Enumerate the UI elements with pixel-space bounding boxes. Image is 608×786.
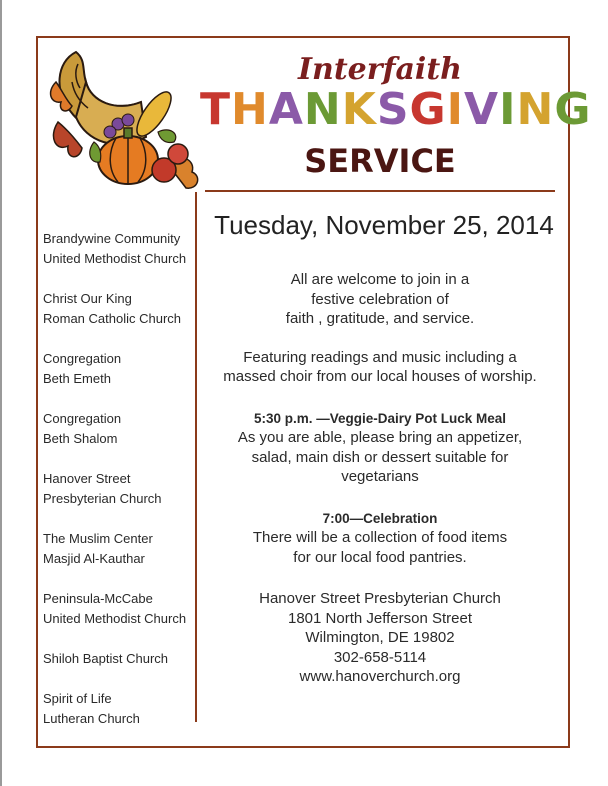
- congregation-list: [43, 229, 193, 749]
- contact-phone: 302-658-5114: [333, 648, 427, 666]
- celebration-line: for our local food pantries.: [293, 548, 467, 566]
- welcome-line: festive celebration of: [311, 290, 449, 308]
- congregation-item: [43, 229, 193, 269]
- congregation-item: [43, 529, 193, 569]
- title-letter: A: [268, 84, 304, 135]
- congregation-name-line2: Lutheran Church: [43, 711, 140, 726]
- vertical-divider: [195, 192, 197, 722]
- celebration-heading: 7:00—Celebration: [322, 510, 438, 526]
- congregation-name-line1: Hanover Street: [43, 471, 131, 486]
- congregation-name-line1: The Muslim Center: [43, 531, 153, 546]
- congregation-name-line2: Roman Catholic Church: [43, 311, 182, 326]
- title-thanksgiving: [200, 84, 592, 136]
- title-letter: G: [409, 84, 447, 135]
- event-date: Tuesday, November 25, 2014: [214, 210, 554, 240]
- title-letter: I: [446, 84, 465, 135]
- congregation-name-line1: Peninsula-McCabe: [43, 591, 153, 606]
- welcome-line: faith , gratitude, and service.: [285, 310, 475, 327]
- congregation-item: [43, 349, 193, 389]
- title-letter: V: [464, 84, 500, 135]
- congregation-item: [43, 409, 193, 449]
- contact-city: Wilmington, DE 19802: [305, 629, 455, 646]
- cornucopia-illustration: [46, 42, 206, 202]
- title-interfaith: Interfaith: [297, 52, 462, 87]
- congregation-item: [43, 649, 193, 669]
- congregation-name-line2: Beth Shalom: [43, 431, 118, 446]
- congregation-name-line2: Beth Emeth: [43, 371, 111, 386]
- congregation-name-line1: Congregation: [43, 411, 122, 426]
- title-letter: H: [231, 84, 269, 135]
- congregation-name-line2: Presbyterian Church: [43, 491, 162, 506]
- congregation-item: [43, 469, 193, 509]
- potluck-heading: 5:30 p.m. —Veggie-Dairy Pot Luck Meal: [253, 410, 507, 426]
- contact-street: 1801 North Jefferson Street: [288, 609, 472, 627]
- title-letter: T: [200, 84, 232, 135]
- page-edge: [0, 0, 2, 786]
- congregation-item: [43, 289, 193, 329]
- title-letter: K: [341, 84, 377, 135]
- title-service: SERVICE: [304, 142, 456, 180]
- congregation-item: [43, 589, 193, 629]
- potluck-line: vegetarians: [341, 468, 419, 485]
- event-details: [200, 270, 560, 687]
- congregation-name-line1: Christ Our King: [43, 291, 132, 306]
- potluck-line: salad, main dish or dessert suitable for: [251, 448, 509, 466]
- congregation-item: [43, 689, 193, 729]
- horizontal-divider: [205, 190, 555, 192]
- congregation-name-line1: Spirit of Life: [43, 691, 112, 706]
- celebration-line: There will be a collection of food items: [252, 529, 508, 546]
- congregation-name-line1: Congregation: [43, 351, 122, 366]
- congregation-name-line1: Brandywine Community: [43, 231, 181, 246]
- title-letter: N: [303, 84, 342, 135]
- title-letter: G: [554, 84, 592, 135]
- congregation-name-line2: Masjid Al-Kauthar: [43, 551, 145, 566]
- congregation-name-line1: Shiloh Baptist Church: [43, 651, 169, 666]
- congregation-name-line2: United Methodist Church: [43, 611, 187, 626]
- welcome-line: All are welcome to join in a: [290, 271, 470, 288]
- title-letter: I: [499, 84, 517, 135]
- featuring-line: massed choir from our local houses of worship.: [223, 368, 537, 385]
- contact-website[interactable]: www.hanoverchurch.org: [299, 668, 461, 685]
- potluck-line: As you are able, please bring an appetizer,: [237, 429, 523, 446]
- congregation-name-line2: United Methodist Church: [43, 251, 187, 266]
- title-letter: S: [376, 84, 410, 135]
- featuring-line: Featuring readings and music including a: [243, 348, 517, 366]
- title-letter: N: [516, 84, 555, 135]
- contact-church: Hanover Street Presbyterian Church: [259, 590, 501, 607]
